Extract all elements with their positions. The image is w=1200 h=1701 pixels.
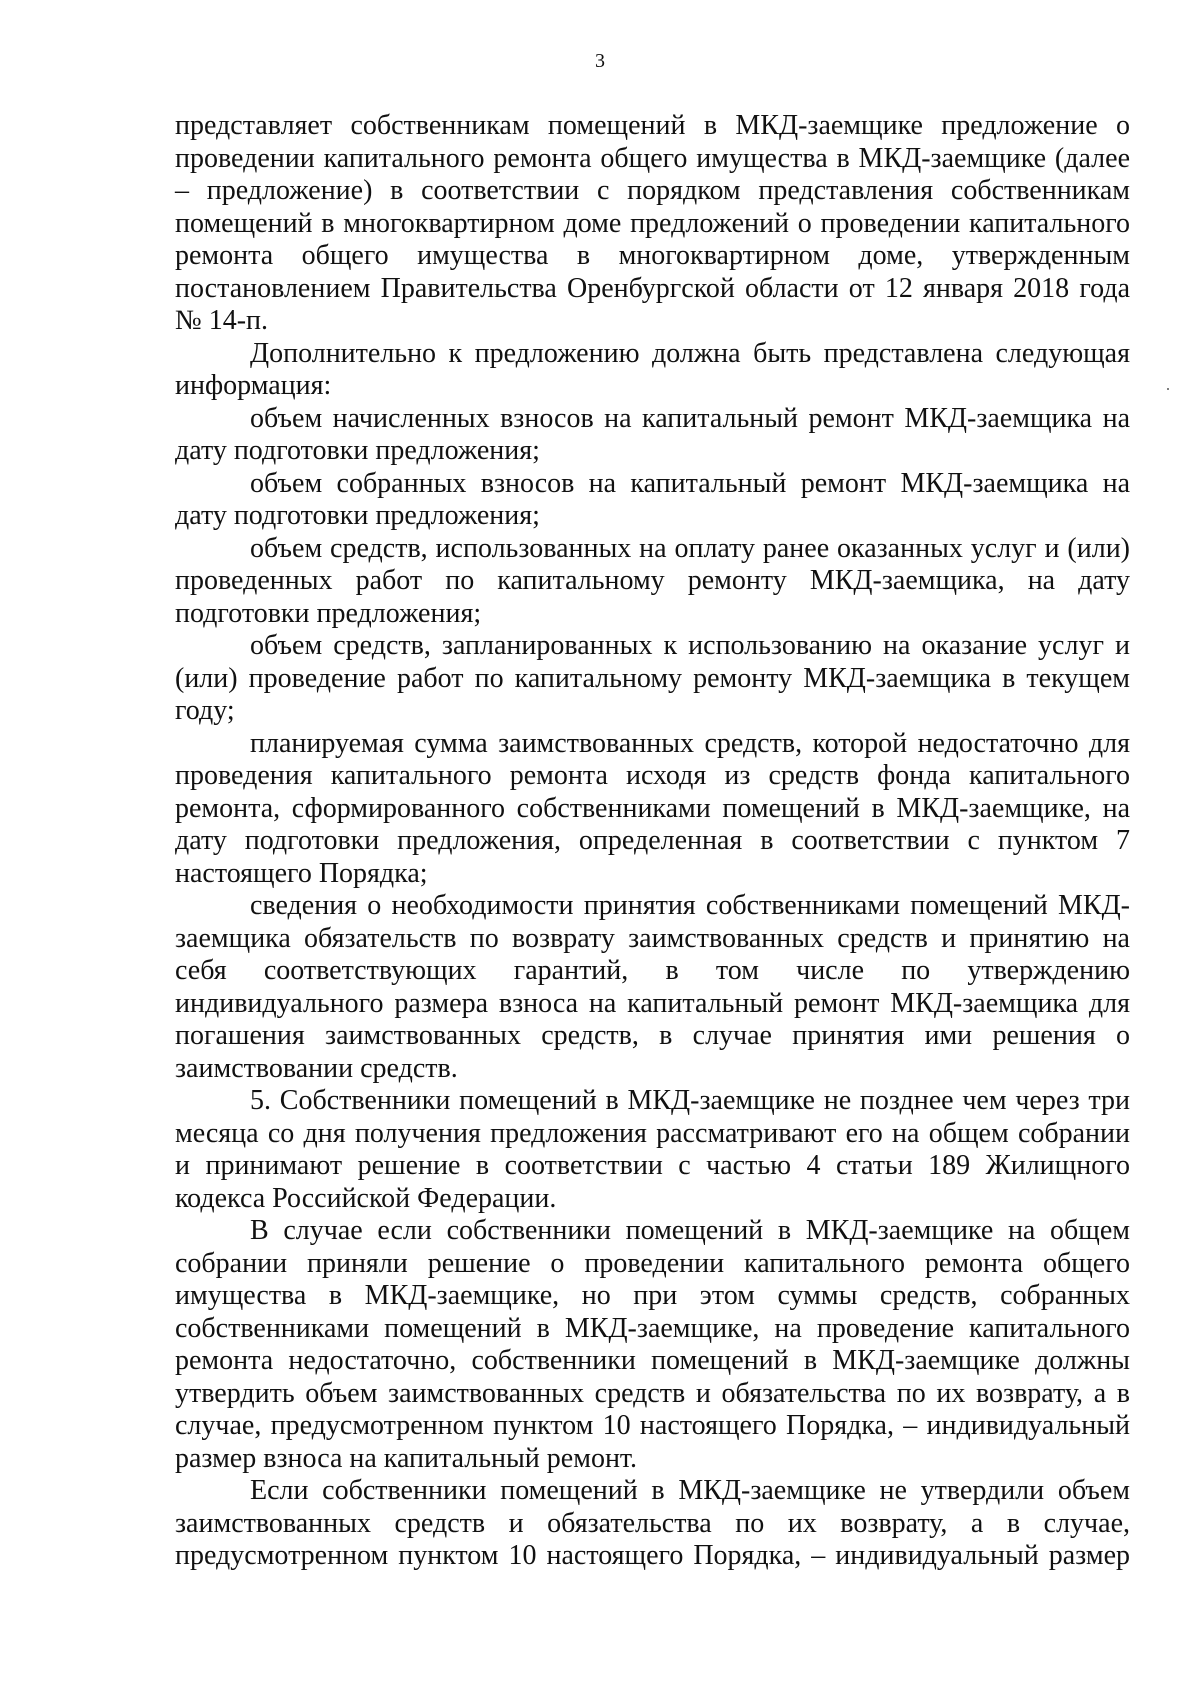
paragraph-item-5: 5. Собственники помещений в МКД-заемщике не позднее чем через три месяца со дня получения предложения рассматривают его на общем собрании и принимают решение в соответствии с частью 4 статьи 189 Жилищного кодекса Российской Федерации. [175, 1085, 1130, 1214]
paragraph-borrowed-sum: планируемая сумма заимствованных средств, которой недостаточно для проведения капитального ремонта исходя из средств фонда капитального ремонта, сформированного собственниками помещений в МКД-заемщике, на дату подготовки предложения, определенная в соответствии с пунктом 7 настоящего Порядка; [175, 727, 1130, 889]
paragraph-additional-info: Дополнительно к предложению должна быть представлена следующая информация: [175, 337, 1130, 401]
document-body [175, 110, 1130, 1573]
paragraph-accrued-contributions: объем начисленных взносов на капитальный ремонт МКД-заемщика на дату подготовки предложения; [175, 402, 1130, 466]
paragraph-decision-case: В случае если собственники помещений в МКД-заемщике на общем собрании приняли решение о проведении капитального ремонта общего имущества в МКД-заемщике, но при этом суммы средств, собранных собственниками помещений в МКД-заемщике, на проведение капитального ремонта недостаточно, собственники помещений в МКД-заемщике должны утвердить объем заимствованных средств и обязательства по их возврату, а в случае, предусмотренном пунктом 10 настоящего Порядка, – индивидуальный размер взноса на капитальный ремонт. [175, 1215, 1130, 1474]
page-number: 3 [595, 50, 605, 72]
scan-speck [1167, 388, 1169, 390]
paragraph-planned-funds: объем средств, запланированных к использованию на оказание услуг и (или) проведение работ по капитальному ремонту МКД-заемщика в текущем году; [175, 630, 1130, 726]
paragraph-used-funds: объем средств, использованных на оплату ранее оказанных услуг и (или) проведенных работ по капитальному ремонту МКД-заемщика, на дату подготовки предложения; [175, 532, 1130, 629]
paragraph-collected-contributions: объем собранных взносов на капитальный ремонт МКД-заемщика на дату подготовки предложения; [175, 467, 1130, 531]
paragraph-proposal-intro: представляет собственникам помещений в МКД-заемщике предложение о проведении капитального ремонта общего имущества в МКД-заемщике (далее – предложение) в соответствии с порядком представления собственникам помещений в многоквартирном доме предложений о проведении капитального ремонта общего имущества в многоквартирном доме, утвержденным постановлением Правительства Оренбургской области от 12 января 2018 года № 14-п. [175, 110, 1130, 336]
paragraph-not-approved: Если собственники помещений в МКД-заемщике не утвердили объем заимствованных средств и обязательства по их возврату, а в случае, предусмотренном пунктом 10 настоящего Порядка, – индивидуальный размер [175, 1475, 1130, 1571]
paragraph-obligations: сведения о необходимости принятия собственниками помещений МКД-заемщика обязательств по возврату заимствованных средств и принятию на себя соответствующих гарантий, в том числе по утверждению индивидуального размера взноса на капитальный ремонт МКД-заемщика для погашения заимствованных средств, в случае принятия ими решения о заимствовании средств. [175, 890, 1130, 1084]
